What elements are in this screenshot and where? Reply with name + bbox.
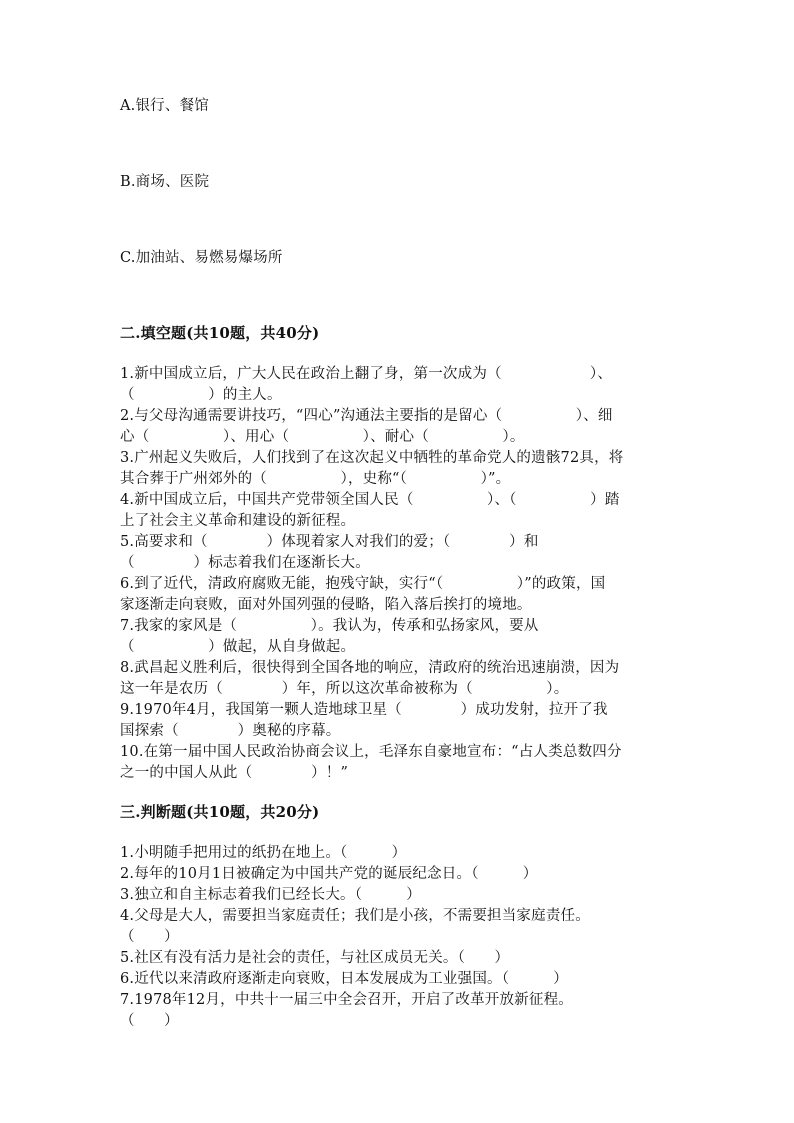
question-line: 10.在第一届中国人民政治协商会议上，毛泽东自豪地宣布：“占人类总数四分 bbox=[120, 744, 622, 760]
question-line: 6.近代以来清政府逐渐走向衰败，日本发展成为工业强国。（ ） bbox=[120, 971, 568, 987]
question-line: 之一的中国人从此（ ）！” bbox=[120, 765, 349, 781]
question-line: 家逐渐走向衰败，面对外国列强的侵略，陷入落后挨打的境地。 bbox=[120, 597, 532, 613]
question-line: 2.每年的10月1日被确定为中国共产党的诞辰纪念日。（ ） bbox=[120, 866, 538, 882]
question-line: （ ）的主人。 bbox=[120, 387, 282, 403]
question-line: （ ） bbox=[120, 1013, 179, 1029]
section-heading-true-false: 三.判断题(共10题，共20分) bbox=[120, 803, 320, 821]
question-line: 3.独立和自主标志着我们已经长大。（ ） bbox=[120, 887, 421, 903]
option-a: A.银行、餐馆 bbox=[120, 98, 209, 114]
question-line: 1.小明随手把用过的纸扔在地上。（ ） bbox=[120, 845, 407, 861]
question-line: （ ） bbox=[120, 929, 179, 945]
question-line: 5.高要求和（ ）体现着家人对我们的爱；（ ）和 bbox=[120, 534, 539, 550]
question-line: （ ）标志着我们在逐渐长大。 bbox=[120, 555, 370, 571]
option-b: B.商场、医院 bbox=[120, 174, 210, 190]
question-line: （ ）做起，从自身做起。 bbox=[120, 639, 356, 655]
question-line: 5.社区有没有活力是社会的责任，与社区成员无关。（ ） bbox=[120, 950, 510, 966]
section-heading-fill-blank: 二.填空题(共10题，共40分) bbox=[120, 324, 320, 342]
question-line: 这一年是农历（ ）年，所以这次革命被称为（ ）。 bbox=[120, 681, 569, 697]
question-line: 2.与父母沟通需要讲技巧，“四心”沟通法主要指的是留心（ ）、细 bbox=[120, 408, 613, 424]
option-c: C.加油站、易燃易爆场所 bbox=[120, 250, 283, 266]
question-line: 1.新中国成立后，广大人民在政治上翻了身，第一次成为（ ）、 bbox=[120, 366, 613, 382]
question-line: 4.新中国成立后，中国共产党带领全国人民（ ）、（ ）踏 bbox=[120, 492, 620, 508]
question-line: 心（ ）、用心（ ）、耐心（ ）。 bbox=[120, 429, 525, 445]
question-line: 国探索（ ）奥秘的序幕。 bbox=[120, 723, 341, 739]
question-line: 3.广州起义失败后，人们找到了在这次起义中牺牲的革命党人的遗骸72具，将 bbox=[120, 450, 624, 466]
question-line: 7.我家的家风是（ ）。我认为，传承和弘扬家风，要从 bbox=[120, 618, 539, 634]
question-line: 上了社会主义革命和建设的新征程。 bbox=[120, 513, 356, 529]
question-line: 6.到了近代，清政府腐败无能，抱残守缺，实行“（ ）”的政策，国 bbox=[120, 576, 606, 592]
question-line: 8.武昌起义胜利后，很快得到全国各地的响应，清政府的统治迅速崩溃，因为 bbox=[120, 660, 620, 676]
question-line: 4.父母是大人，需要担当家庭责任；我们是小孩，不需要担当家庭责任。 bbox=[120, 908, 590, 924]
question-line: 其合葬于广州郊外的（ ），史称“（ ）”。 bbox=[120, 471, 511, 487]
question-line: 9.1970年4月，我国第一颗人造地球卫星（ ）成功发射，拉开了我 bbox=[120, 702, 608, 718]
question-line: 7.1978年12月，中共十一届三中全会召开，开启了改革开放新征程。 bbox=[120, 992, 573, 1008]
